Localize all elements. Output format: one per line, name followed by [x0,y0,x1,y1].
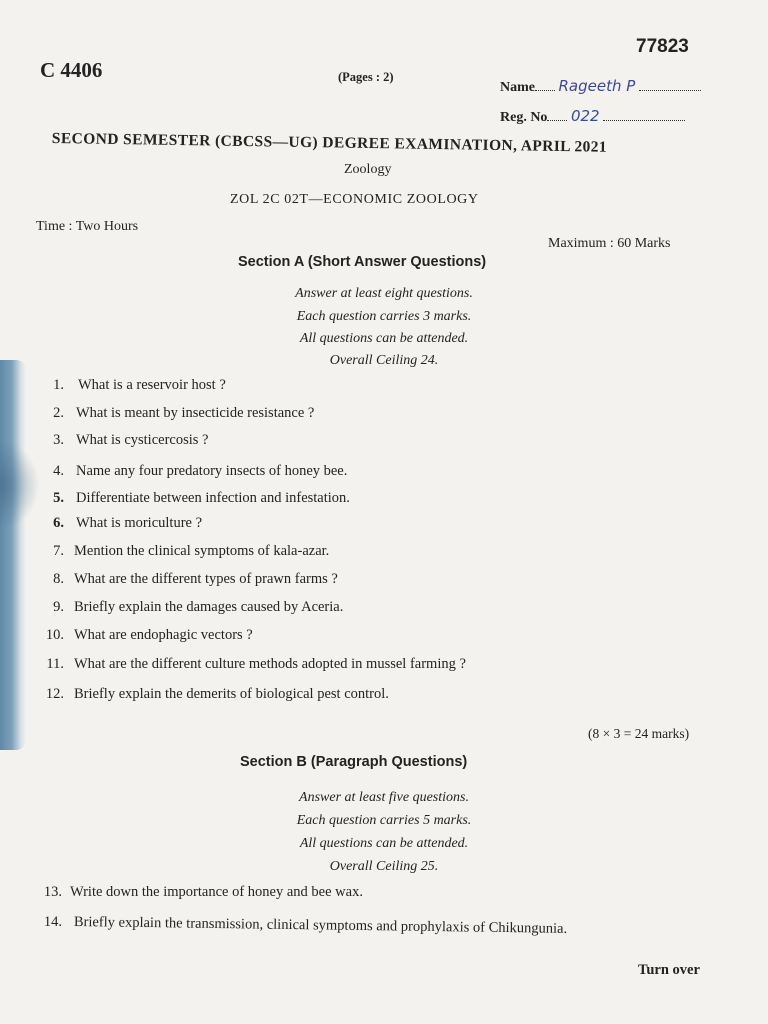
maximum-marks: Maximum : 60 Marks [548,236,671,251]
list-item [0,599,768,619]
question-number: 8. [53,571,64,587]
section-a-marks: (8 × 3 = 24 marks) [588,726,690,741]
section-a-title: Section A (Short Answer Questions) [238,254,487,270]
list-item [0,515,768,535]
exam-title: SECOND SEMESTER (CBCSS—UG) DEGREE EXAMINATION, APRIL 2021 [51,130,608,156]
question-number: 1. [53,377,64,393]
exam-subject: Zoology [344,162,392,177]
list-item [0,884,768,904]
question-text: Name any four predatory insects of honey bee. [76,463,348,479]
question-number: 2. [53,405,64,421]
section-a-instruction-3: All questions can be attended. [299,331,469,346]
question-number: 4. [53,463,64,479]
section-a-instruction-4: Overall Ceiling 24. [329,353,439,368]
list-item [0,627,768,647]
question-number: 12. [45,686,64,702]
section-a-instruction-2: Each question carries 3 marks. [296,309,472,324]
question-text: Write down the importance of honey and bee wax. [70,884,363,900]
name-label: Name [500,80,535,95]
question-number: 7. [53,543,64,559]
reg-no-line [500,106,685,126]
question-number: 14. [43,914,62,930]
list-item [0,377,768,397]
question-text: Briefly explain the demerits of biological pest control. [74,686,389,702]
section-b-title: Section B (Paragraph Questions) [240,754,468,770]
question-text: What are the different types of prawn farms ? [74,571,338,587]
question-number: 10. [45,627,64,643]
question-text: Differentiate between infection and infestation. [76,490,350,506]
question-text: What is meant by insecticide resistance ? [76,405,315,421]
question-text: What is cysticercosis ? [76,432,209,448]
question-number: 9. [53,599,64,615]
question-number: 13. [43,884,62,900]
section-b-instruction-1: Answer at least five questions. [299,790,469,805]
list-item [0,490,768,510]
list-item [0,656,768,676]
question-number: 3. [53,432,64,448]
list-item [0,543,768,563]
list-item [0,686,768,706]
question-text: What are the different culture methods adopted in mussel farming ? [74,656,466,672]
exam-time: Time : Two Hours [36,219,139,234]
reg-label: Reg. No [500,110,548,125]
course-title: ZOL 2C 02T—ECONOMIC ZOOLOGY [230,192,479,207]
question-text: What are endophagic vectors ? [74,627,253,643]
section-a-instruction-1: Answer at least eight questions. [295,286,473,301]
paper-code: C 4406 [40,58,103,82]
question-text: What is moriculture ? [76,515,203,531]
serial-number: 77823 [636,36,689,57]
question-text: Briefly explain the damages caused by Aceria. [74,599,344,615]
reg-value: 022 [570,107,600,125]
section-b-instruction-3: All questions can be attended. [299,836,469,851]
question-number: 5. [53,490,64,506]
name-line [500,76,701,96]
list-item [0,405,768,425]
section-b-instruction-4: Overall Ceiling 25. [329,859,439,874]
question-text: Mention the clinical symptoms of kala-azar. [74,543,330,559]
section-b-instruction-2: Each question carries 5 marks. [296,813,472,828]
question-number: 6. [53,515,64,531]
list-item [0,463,768,483]
turn-over-note: Turn over [638,962,700,978]
list-item [0,432,768,452]
question-text: Briefly explain the transmission, clinical symptoms and prophylaxis of Chikungunia. [73,914,568,937]
pages-count: (Pages : 2) [338,70,394,84]
question-text: What is a reservoir host ? [78,377,226,393]
list-item [0,914,768,937]
question-number: 11. [46,656,64,672]
name-value: Rageeth P [558,77,636,95]
list-item [0,571,768,591]
